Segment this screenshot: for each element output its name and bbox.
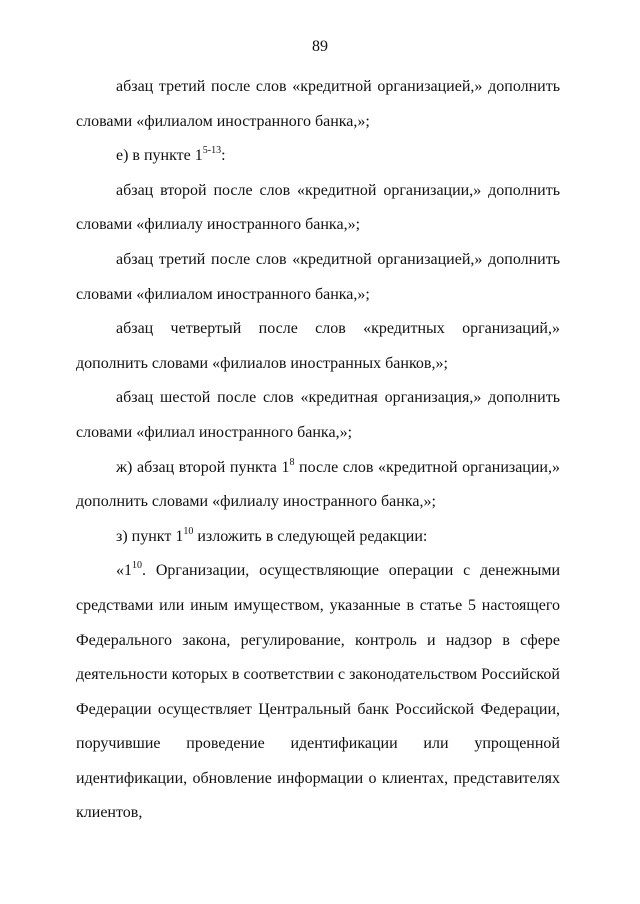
page-number: 89 [312,38,328,55]
paragraph-7 [76,451,560,520]
paragraph-6-text: абзац шестой после слов «кредитная организация,» дополнить словами «филиал иностранного банка,»; [76,389,560,441]
paragraph-2 [76,139,560,174]
paragraph-8-superscript: 10 [183,525,194,537]
paragraph-7-superscript: 8 [289,456,295,468]
paragraph-3-text: абзац второй после слов «кредитной организации,» дополнить словами «филиалу иностранного банка,»; [76,181,560,234]
paragraph-7-text: ж) абзац второй пункта 1 [116,458,290,476]
paragraph-8 [76,520,560,555]
paragraph-6 [76,381,560,450]
paragraph-2-superscript: 5-13 [202,145,222,157]
paragraph-9-text-end: . Организации, осуществляющие операции с денежными средствами или иным имуществом, указанные в статье 5 настоящего Федерального закона, регулирование, контроль и надзор в сфере деятельности которых в соответствии с законодательством Российской Федерации осуществляет Центральный банк Российской Федерации, поручившие проведение идентификации или упрощенной идентификации, обновление информации о клиентах, представителях клиентов, [76,562,560,822]
paragraph-8-text-end: изложить в следующей редакции: [193,527,428,545]
paragraph-3 [76,174,560,243]
paragraph-1-text: абзац третий после слов «кредитной организацией,» дополнить словами «филиалом иностранного банка,»; [76,78,560,130]
paragraph-4-text: абзац третий после слов «кредитной организацией,» дополнить словами «филиалом иностранного банка,»; [76,250,560,303]
paragraph-2-text: е) в пункте 1 [116,147,203,165]
paragraph-5-text: абзац четвертый после слов «кредитных организаций,» дополнить словами «филиалов иностранных банков,»; [76,320,560,372]
paragraph-9 [76,554,560,831]
paragraph-2-text-end: : [221,147,226,165]
document-body [76,70,560,831]
paragraph-9-superscript: 10 [132,560,142,572]
paragraph-7-text-end: после слов «кредитной организации,» дополнить словами «филиалу иностранного банка,»; [76,458,560,511]
paragraph-4 [76,243,560,312]
paragraph-9-text: «1 [116,562,132,580]
paragraph-8-text: з) пункт 1 [116,527,184,545]
paragraph-5 [76,312,560,381]
paragraph-1 [76,70,560,139]
